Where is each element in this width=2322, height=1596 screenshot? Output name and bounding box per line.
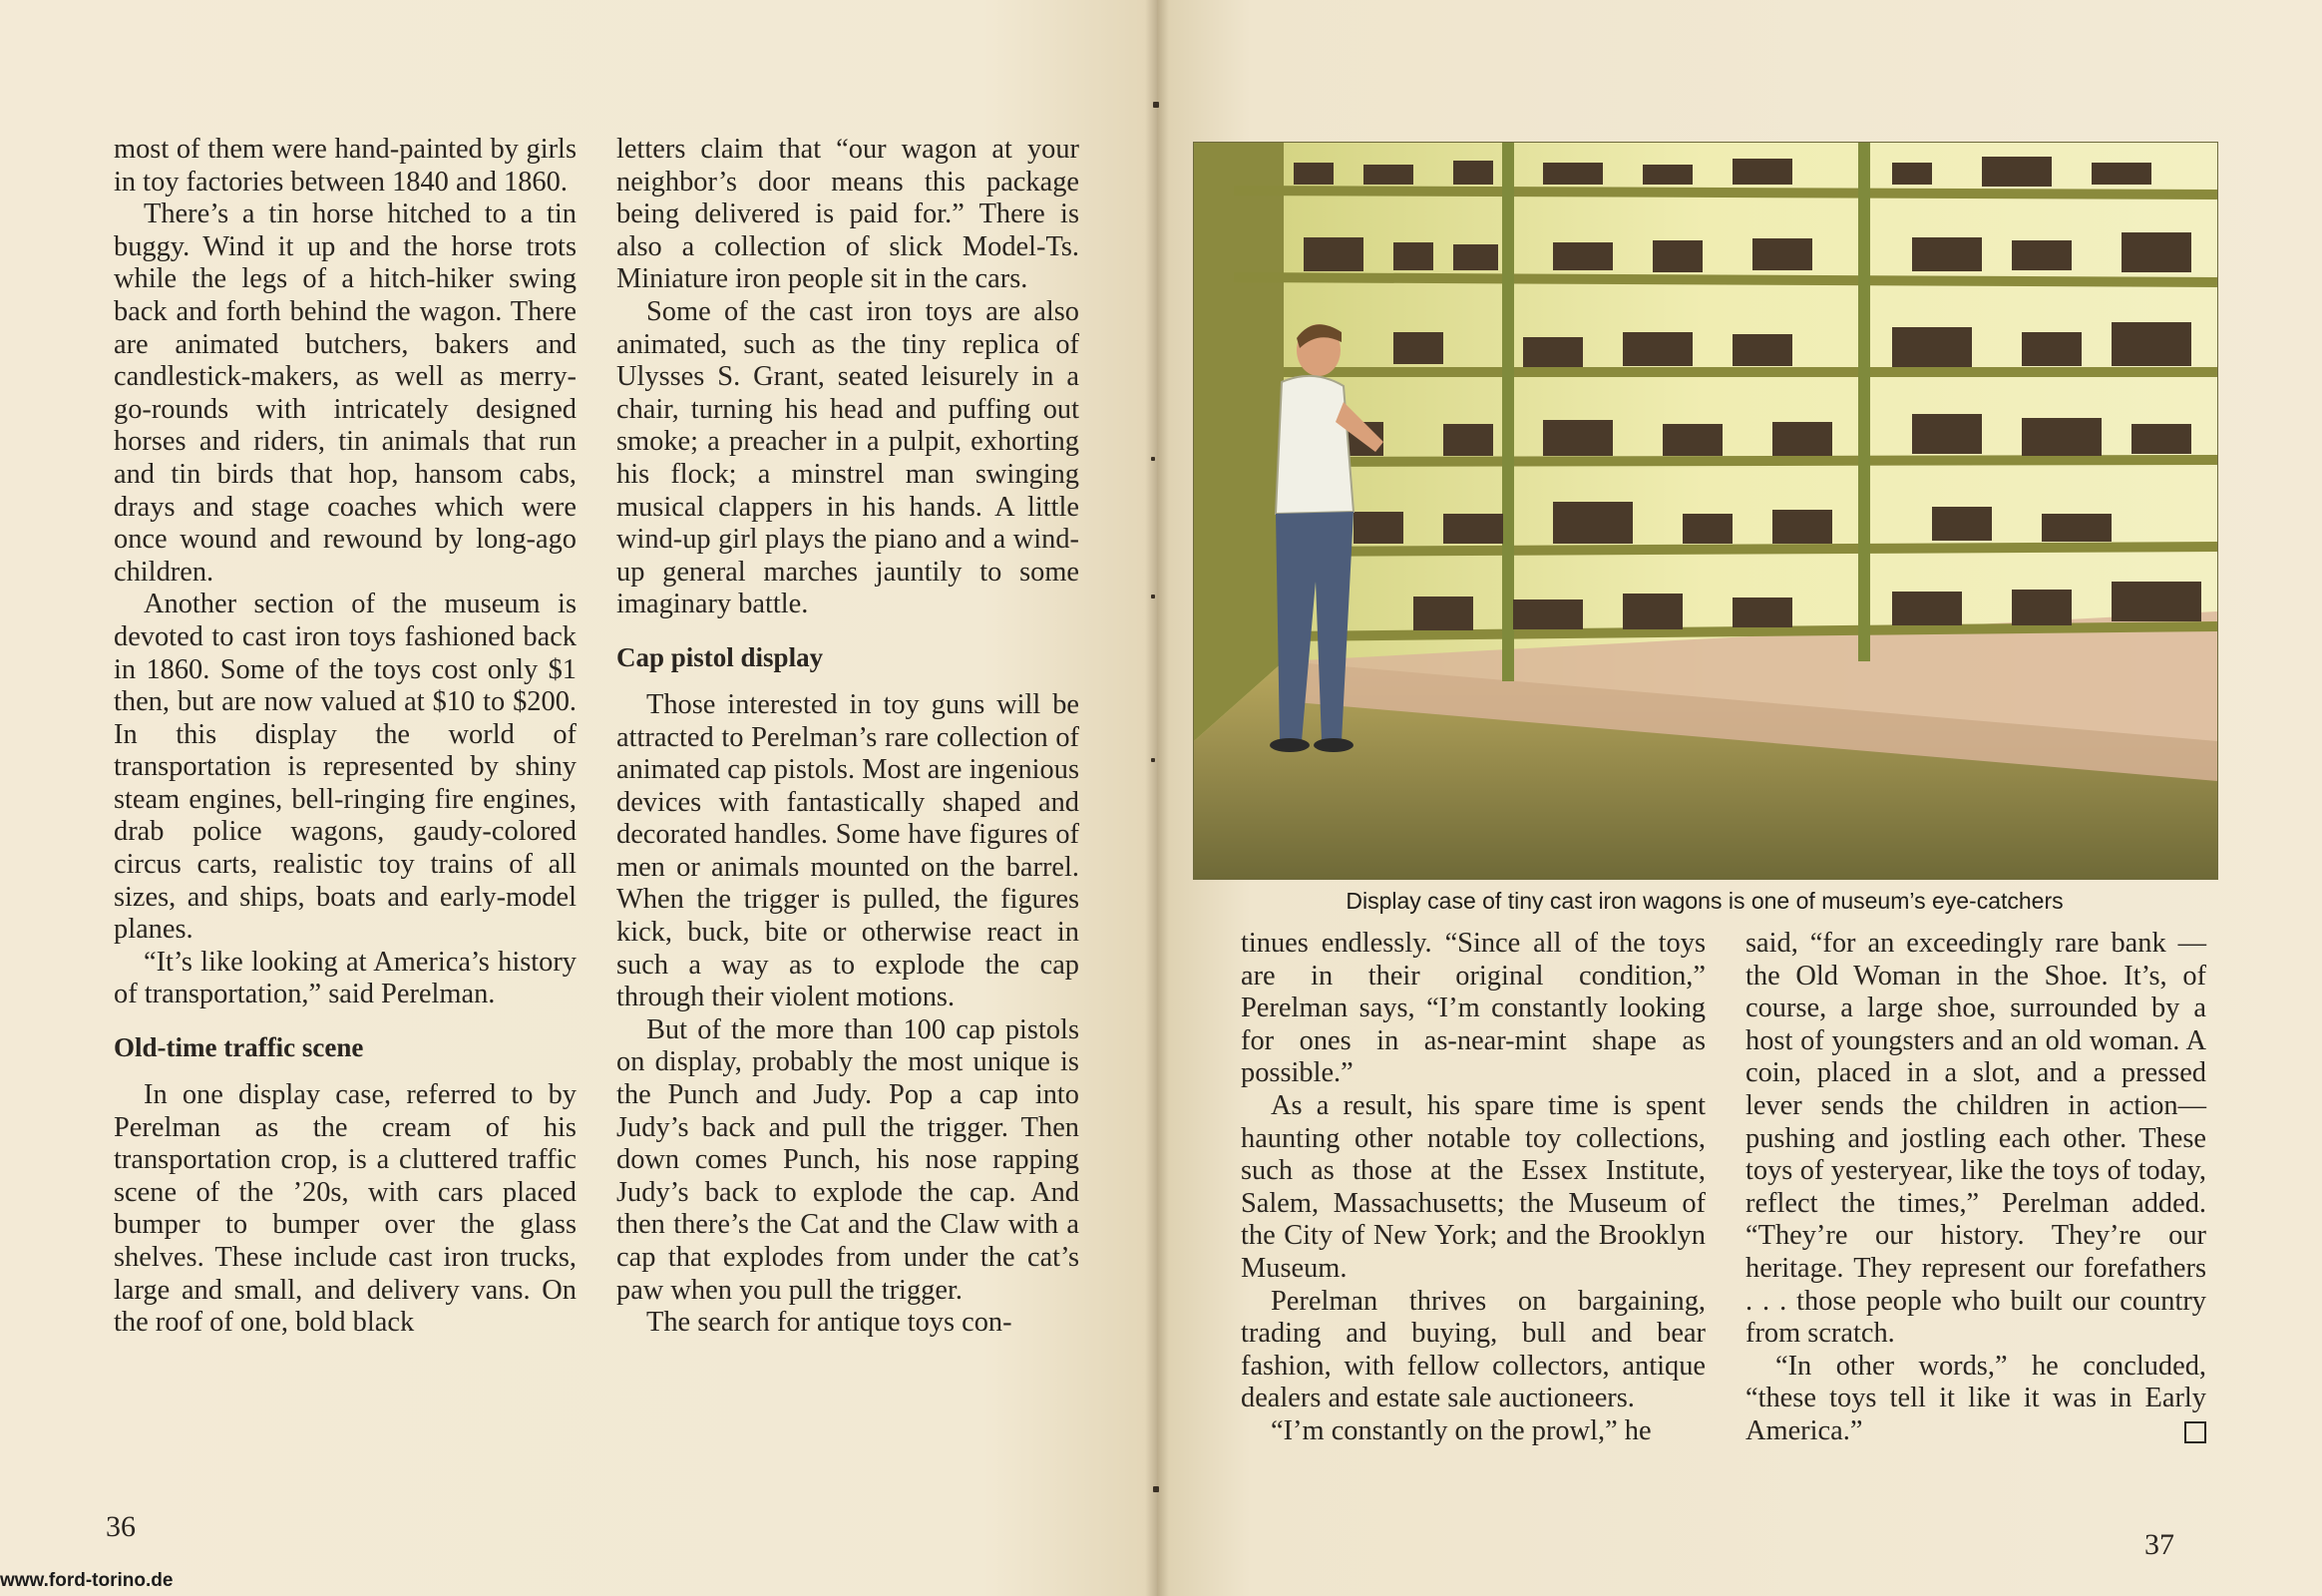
paragraph: “It’s like looking at America’s history of transportation,” said Perelman.	[114, 946, 577, 1010]
paragraph: As a result, his spare time is spent haunting other notable toy collections, such as those at the Essex Institute, Salem, Massachusetts; the Museum of the City of New York; and the Brooklyn Museum.	[1241, 1089, 1706, 1284]
paragraph-text: “In other words,” he concluded, “these toys tell it like it was in Early America.”	[1745, 1350, 2206, 1446]
paragraph: There’s a tin horse hitched to a tin buggy. Wind it up and the horse trots while the legs of a hitch-hiker swing back and forth behind the wagon. There are animated butchers, bakers and candlestick-makers, as well as merry-go-rounds with intricately designed horses and riders, tin animals that run and tin birds that hop, hansom cabs, drays and stage coaches which were once wound and rewound by long-ago children.	[114, 199, 577, 588]
paragraph: letters claim that “our wagon at your neighbor’s door means this package being delivered is paid for.” There is also a collection of slick Model-Ts. Miniature iron people sit in the cars.	[616, 134, 1079, 295]
paragraph: Those interested in toy guns will be attracted to Perelman’s rare collection of animated cap pistols. Most are ingenious devices with fantastically shaped and decorated handles. Some have figures of men or animals mounted on the barrel. When the trigger is pulled, the figures kick, buck, bite or otherwise react in such a way as to explode the cap through their violent motions.	[616, 688, 1079, 1013]
text-column-1	[114, 134, 577, 1340]
binding-mark	[1153, 102, 1159, 108]
side-wall	[1194, 143, 1284, 741]
binding-mark	[1151, 457, 1155, 461]
illustration-caption: Display case of tiny cast iron wagons is one of museum’s eye-catchers	[1346, 888, 2064, 914]
paragraph: But of the more than 100 cap pistols on display, probably the most unique is the Punch and Judy. Pop a cap into Judy’s back and pull the trigger. Then down comes Punch, his nose rapping Judy’s back to explode the cap. And then there’s the Cat and the Claw with a cap that explodes from under the cat’s paw when you pull the trigger.	[616, 1013, 1079, 1306]
page-number-left: 36	[106, 1510, 136, 1543]
text-column-3	[1241, 928, 1706, 1448]
paragraph: The search for antique toys con-	[646, 1307, 1012, 1339]
paragraph	[1745, 1351, 2206, 1448]
paragraph: Some of the cast iron toys are also animated, such as the tiny replica of Ulysses S. Grant, seated leisurely in a chair, turning his head and puffing out smoke; a preacher in a pulpit, exhorting his flock; a minstrel man swinging musical clappers in his hands. A little wind-up girl plays the piano and a wind-up general marches jauntily to some imaginary battle.	[616, 295, 1079, 620]
paragraph: most of them were hand-painted by girls in toy factories between 1840 and 1860.	[114, 134, 577, 198]
display-case-painting	[1194, 143, 2217, 879]
section-heading: Old-time traffic scene	[114, 1032, 364, 1063]
paragraph: Perelman thrives on bargaining, trading and buying, bull and bear fashion, with fellow collectors, antique dealers and estate sale auctioneers.	[1241, 1285, 1706, 1414]
illustration-display-case	[1193, 142, 2218, 880]
paragraph: In one display case, referred to by Perelman as the cream of his transportation crop, is a cluttered traffic scene of the ’20s, with cars placed bumper to bumper over the glass shelves. These include cast iron trucks, large and small, and delivery vans. On the roof of one, bold black	[114, 1079, 577, 1339]
section-heading: Cap pistol display	[616, 641, 824, 672]
page-number-right: 37	[2144, 1528, 2174, 1561]
binding-mark	[1153, 1486, 1159, 1492]
watermark: www.ford-torino.de	[0, 1570, 174, 1591]
end-of-article-mark	[2184, 1421, 2206, 1443]
book-gutter	[1145, 0, 1169, 1596]
binding-mark	[1151, 758, 1155, 762]
text-column-2	[616, 134, 1079, 1340]
paragraph: “I’m constantly on the prowl,” he	[1271, 1414, 1652, 1446]
paragraph: Another section of the museum is devoted to cast iron toys fashioned back in 1860. Some of the toys cost only $1 then, but are now valued at $10 to $200. In this display the world of transportation is represented by shiny steam engines, bell-ringing fire engines, drab police wagons, gaudy-colored circus carts, realistic toy trains of all sizes, and ships, boats and early-model planes.	[114, 589, 577, 946]
paragraph: tinues endlessly. “Since all of the toys are in their original condition,” Perelman says, “I’m constantly looking for ones in as-near-mint shape as possible.”	[1241, 928, 1706, 1089]
text-column-4	[1745, 928, 2206, 1448]
paragraph: said, “for an exceedingly rare bank —the Old Woman in the Shoe. It’s, of course, a large shoe, surrounded by a host of youngsters and an old woman. A coin, placed in a slot, and a pressed lever sends the children in action—pushing and jostling each other. These toys of yesteryear, like the toys of today, reflect the times,” Perelman added. “They’re our history. They’re our heritage. They represent our forefathers . . . those people who built our country from scratch.	[1745, 928, 2206, 1350]
binding-mark	[1151, 595, 1155, 598]
